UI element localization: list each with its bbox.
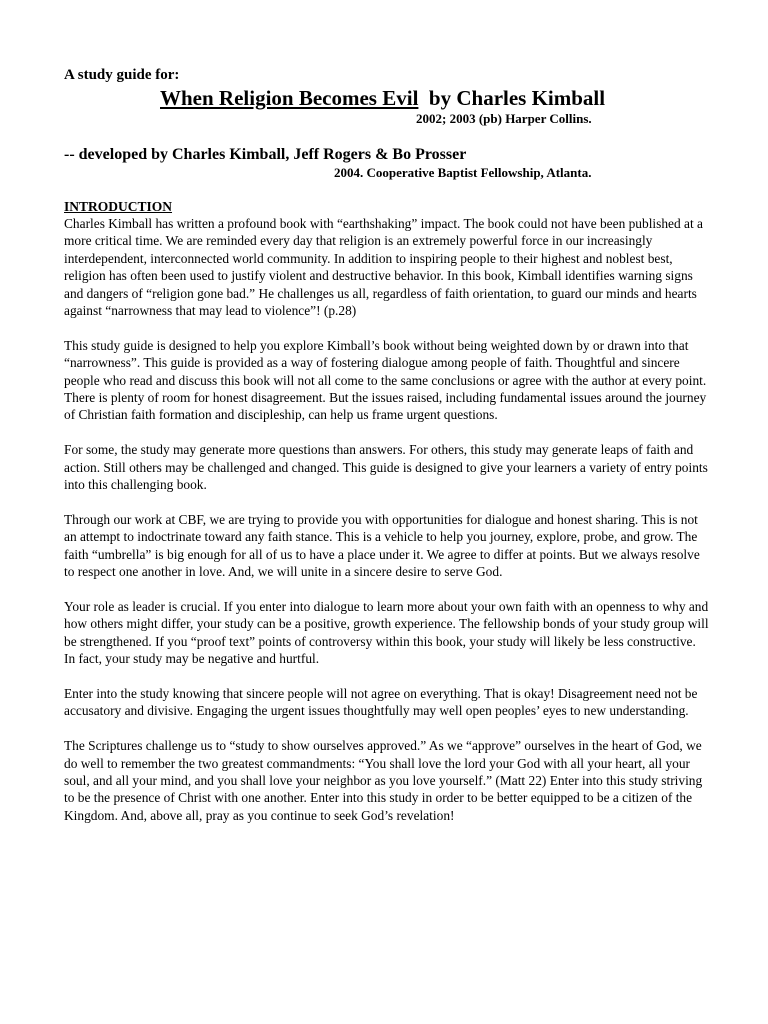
section-heading: INTRODUCTION	[64, 199, 173, 214]
paragraph: For some, the study may generate more questions than answers. For others, this study may generate leaps of faith and action. Still others may be challenged and changed. This guide is designed to give your learners a variety of entry points into this challenging book.	[64, 442, 708, 493]
book-title-line	[64, 85, 714, 111]
paragraph: Enter into the study knowing that sincere people will not agree on everything. That is okay! Disagreement need not be accusatory and divisive. Engaging the urgent issues thoughtfully may well open peoples’ eyes to new understanding.	[64, 685, 698, 719]
paragraph: Through our work at CBF, we are trying to provide you with opportunities for dialogue and honest sharing. This is not an attempt to indoctrinate toward any faith stance. This is a vehicle to help you journey, explore, probe, and grow. The faith “umbrella” is big enough for all of us to have a place under it. We agree to differ at points. But we always resolve to respect one another in love. And, we will unite in a sincere desire to serve God.	[64, 511, 700, 580]
paragraph: Your role as leader is crucial. If you enter into dialogue to learn more about your own faith with an openness to why and how others might differ, your study can be a positive, growth experience. The fellowship bonds of your study group will be strengthened. If you “proof text” points of controversy within this book, your study will likely be less constructive. In fact, your study may be negative and hurtful.	[64, 598, 709, 667]
document-page	[64, 66, 714, 842]
book-publication: 2002; 2003 (pb) Harper Collins.	[416, 111, 592, 126]
paragraph: The Scriptures challenge us to “study to show ourselves approved.” As we “approve” ourselves in the heart of God, we do well to remember the two greatest commandments: “You shall love the lord your God with all your heart, all your soul, and all your mind, and you shall love your neighbor as you love yourself.” (Matt 22) Enter into this study striving to be the presence of Christ with one another. Enter into this study in order to be better equipped to be a citizen of the Kingdom. And, above all, pray as you continue to seek God’s revelation!	[64, 738, 703, 823]
book-author: by Charles Kimball	[428, 86, 606, 110]
developed-by: -- developed by Charles Kimball, Jeff Rogers & Bo Prosser	[64, 146, 467, 163]
guide-publication: 2004. Cooperative Baptist Fellowship, Atlanta.	[334, 165, 592, 180]
paragraph: Charles Kimball has written a profound book with “earthshaking” impact. The book could not have been published at a more critical time. We are reminded every day that religion is an extremely powerful force in our increasingly interdependent, interconnected world community. In addition to inspiring people to their highest and noblest best, religion has often been used to justify violent and destructive behavior. In this book, Kimball identifies warning signs and dangers of “religion gone bad.” He challenges us all, regardless of faith orientation, to guard our minds and hearts against “narrowness that may lead to violence”! (p.28)	[64, 216, 703, 319]
study-guide-kicker: A study guide for:	[64, 67, 180, 83]
book-title: When Religion Becomes Evil	[160, 86, 419, 110]
paragraph: This study guide is designed to help you explore Kimball’s book without being weighted down by or drawn into that “narrowness”. This guide is provided as a way of fostering dialogue among people of faith. Thoughtful and sincere people who read and discuss this book will not all come to the same conclusions or agree with the author at every point. There is plenty of room for honest disagreement. But the issues raised, including fundamental issues around the journey of Christian faith formation and discipleship, can help us frame urgent questions.	[64, 337, 707, 423]
